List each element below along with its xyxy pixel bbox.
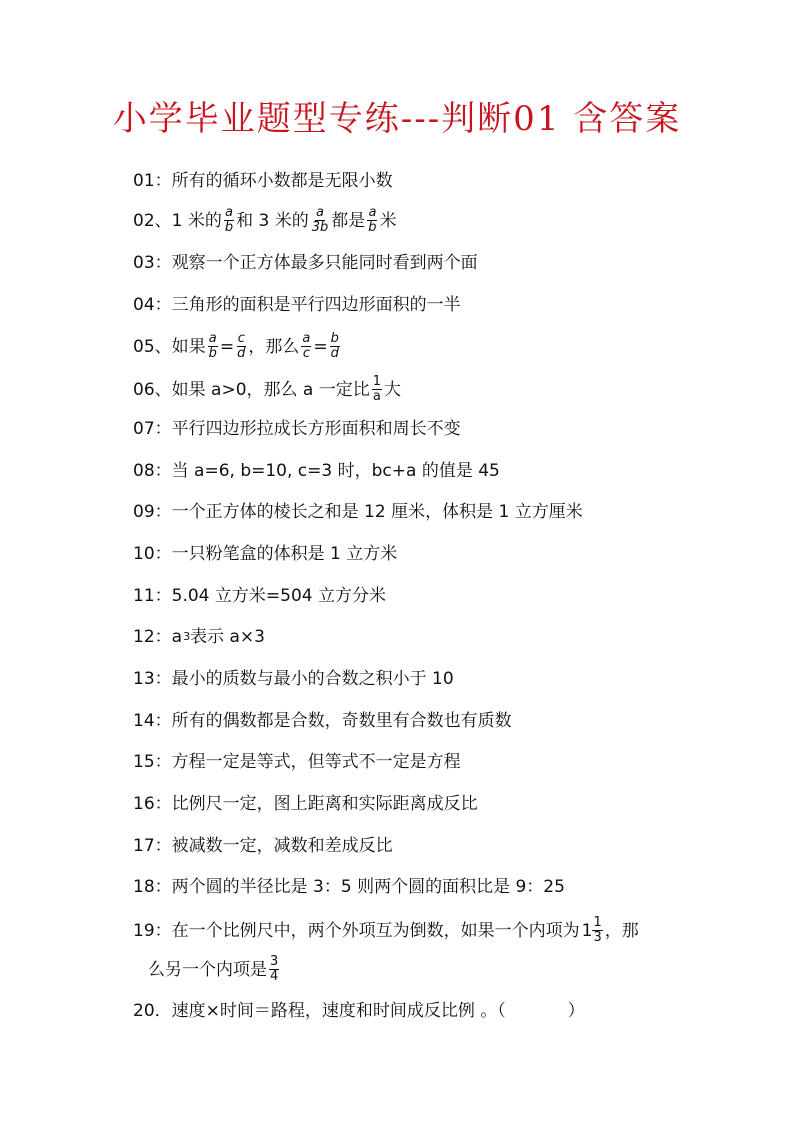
numerator: 3 [270, 954, 279, 969]
question-15 [133, 751, 461, 773]
denominator: d [237, 346, 246, 361]
question-02 [133, 206, 397, 235]
denominator: b [368, 220, 377, 235]
question-text: 大 [384, 379, 402, 400]
question-07 [133, 418, 461, 440]
question-08 [133, 460, 500, 482]
question-text: 在一个比例尺中，两个外项互为倒数，如果一个内项为 [171, 920, 580, 941]
numerator: a [225, 205, 233, 220]
question-12: 12： a 3 表示 a×3 [133, 627, 265, 647]
question-text: 当 a=6, b=10, c=3 时，bc+a 的值是 45 [171, 461, 500, 481]
question-text: 都是 [331, 210, 366, 231]
denominator: d [330, 346, 339, 361]
numerator: b [330, 331, 339, 346]
question-text: 表示 a×3 [190, 627, 265, 647]
question-text: 最小的质数与最小的合数之积小于 10 [171, 669, 454, 689]
fraction [592, 916, 602, 945]
question-number: 16： [133, 794, 172, 814]
question-number: 08： [133, 461, 172, 481]
question-number: 14： [133, 711, 172, 731]
question-18 [133, 876, 565, 898]
question-number: 17： [133, 836, 172, 856]
question-number: 20． [133, 1001, 172, 1021]
denominator: b [224, 220, 234, 235]
question-number: 19： [133, 920, 172, 941]
denominator: b [208, 346, 217, 361]
question-01 [133, 170, 393, 192]
denominator: c [302, 346, 310, 361]
question-19-continued [148, 955, 281, 984]
numerator: a [302, 331, 311, 346]
question-text: 速度×时间＝路程，速度和时间成反比例 。（ [171, 1001, 506, 1021]
question-16 [133, 793, 478, 815]
question-text: 平行四边形拉成长方形面积和周长不变 [171, 419, 461, 439]
question-text: 5.04 立方米=504 立方分米 [171, 586, 386, 606]
question-text: 两个圆的半径比是 3：5 则两个圆的面积比是 9：25 [171, 877, 565, 897]
denominator: 4 [270, 969, 279, 984]
question-text: 观察一个正方体最多只能同时看到两个面 [171, 253, 478, 273]
question-text: a [171, 627, 183, 647]
fraction [301, 332, 311, 361]
question-number: 11： [133, 586, 172, 606]
question-number: 07： [133, 419, 172, 439]
question-number: 15： [133, 752, 172, 772]
question-text: 方程一定是等式，但等式不一定是方程 [171, 752, 461, 772]
denominator: 3b [311, 220, 329, 235]
question-number: 10： [133, 544, 172, 564]
question-number: 06、 [133, 379, 172, 400]
question-19 [133, 916, 639, 945]
numerator: a [368, 205, 377, 220]
question-04 [133, 294, 461, 316]
question-number: 12： [133, 627, 172, 647]
equals-sign: = [219, 336, 235, 357]
question-text: 和 3 米的 [236, 210, 309, 231]
question-text: 1 米的 [171, 210, 222, 231]
question-20 [133, 1000, 585, 1022]
question-17 [133, 835, 393, 857]
question-text: 么另一个内项是 [148, 959, 267, 980]
denominator: a [372, 389, 381, 404]
fraction [269, 955, 279, 984]
question-number: 03： [133, 253, 172, 273]
question-text: 比例尺一定，图上距离和实际距离成反比 [171, 794, 478, 814]
question-number: 02、 [133, 210, 172, 231]
mixed-number-whole: 1 [581, 920, 593, 941]
document-title: 小学毕业题型专练---判断01 含答案 [112, 99, 682, 139]
question-text: 三角形的面积是平行四边形面积的一半 [171, 295, 461, 315]
question-number: 13： [133, 669, 172, 689]
question-05 [133, 332, 342, 361]
question-text: 所有的循环小数都是无限小数 [171, 171, 393, 191]
question-number: 18： [133, 877, 172, 897]
numerator: 1 [372, 374, 382, 389]
fraction [224, 206, 234, 235]
question-09 [133, 501, 583, 523]
question-text: ，那 [604, 920, 639, 941]
fraction [330, 332, 340, 361]
question-text: 所有的偶数都是合数，奇数里有合数也有质数 [171, 711, 512, 731]
fraction [311, 206, 330, 235]
equals-sign: = [313, 336, 328, 357]
question-number: 04： [133, 295, 172, 315]
question-03 [133, 252, 478, 274]
question-text: ，那么 [248, 336, 300, 357]
question-text: 一只粉笔盒的体积是 1 立方米 [171, 544, 398, 564]
question-13 [133, 668, 454, 690]
fraction [367, 206, 377, 235]
numerator: c [237, 331, 245, 346]
numerator: a [208, 331, 217, 346]
question-text: 被减数一定，减数和差成反比 [171, 836, 393, 856]
question-text: 米 [379, 210, 397, 231]
fraction [208, 332, 218, 361]
question-number: 05、 [133, 336, 172, 357]
question-06 [133, 375, 401, 404]
question-text: 如果 [171, 336, 206, 357]
question-text: 如果 a>0，那么 a 一定比 [171, 379, 370, 400]
question-number: 01： [133, 171, 172, 191]
fraction [236, 332, 246, 361]
question-text: ） [567, 1001, 585, 1021]
question-14 [133, 710, 512, 732]
question-number: 09： [133, 502, 172, 522]
numerator: a [316, 205, 325, 220]
question-10 [133, 543, 397, 565]
denominator: 3 [593, 930, 602, 945]
numerator: 1 [593, 915, 602, 930]
question-11 [133, 585, 386, 607]
question-text: 一个正方体的棱长之和是 12 厘米，体积是 1 立方厘米 [171, 502, 583, 522]
fraction [372, 375, 382, 404]
